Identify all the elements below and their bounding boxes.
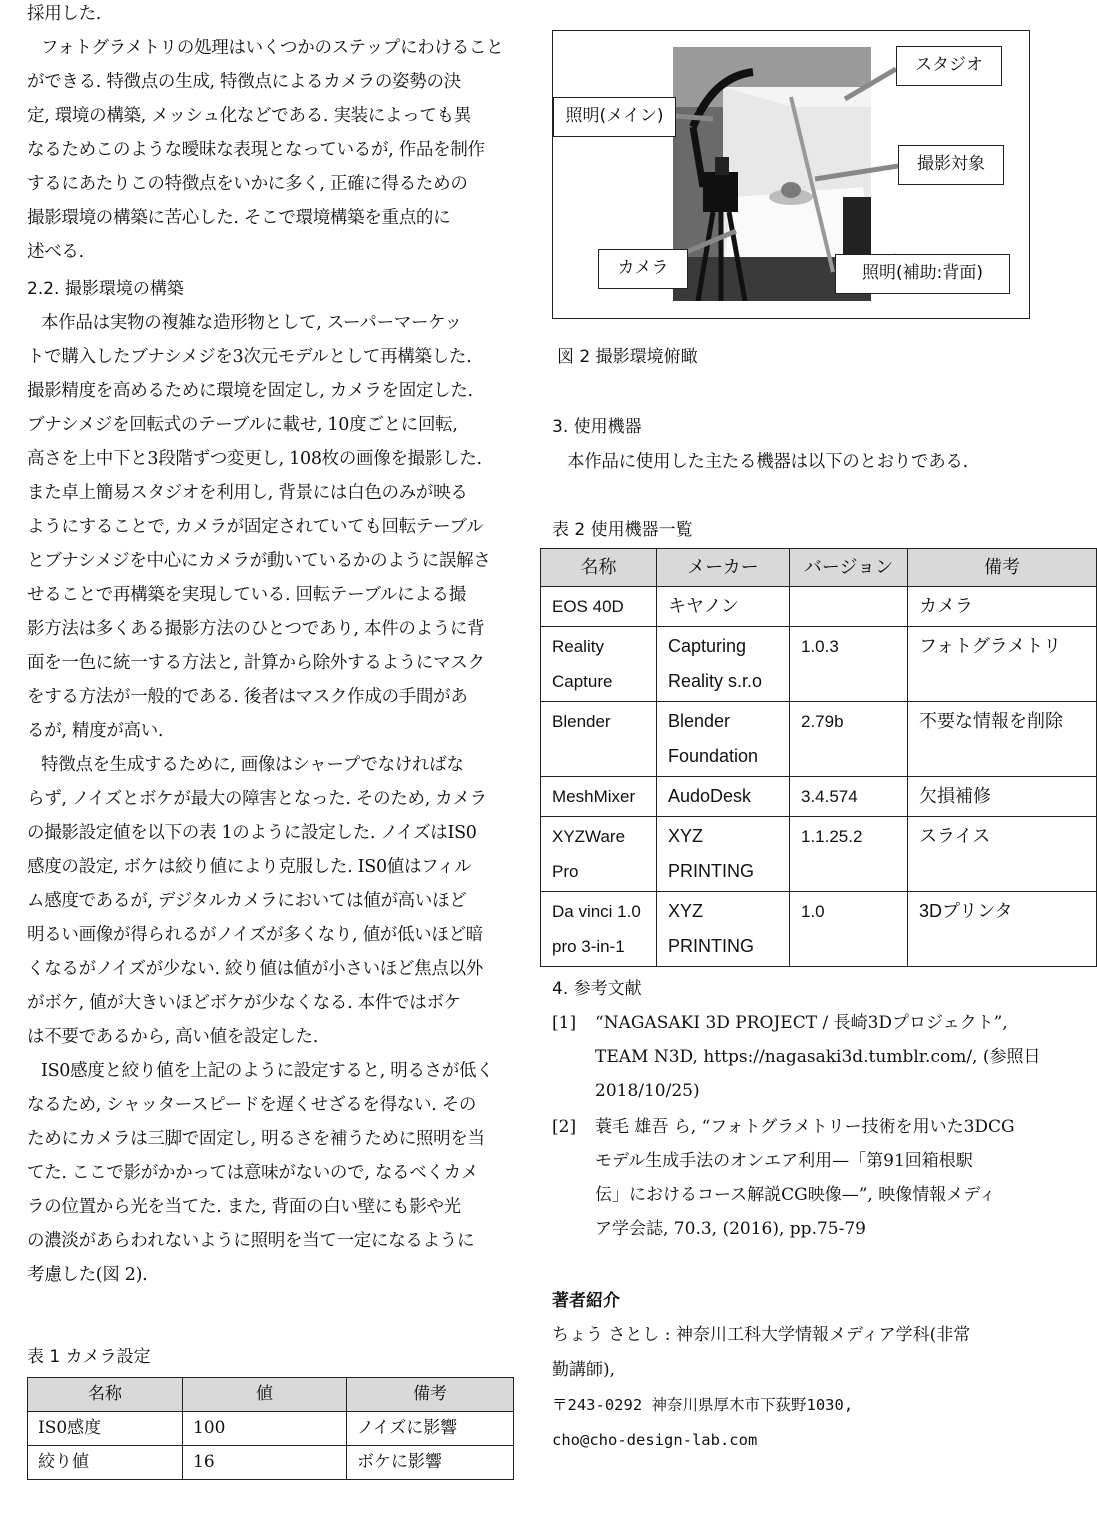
reference-item	[552, 1110, 1032, 1246]
table2-cell-line: Capturing	[668, 636, 747, 656]
table2-cell	[790, 587, 908, 627]
reference-line: 蓑毛 雄吾 ら, “フォトグラメトリー技術を用いた3DCG	[595, 1117, 1015, 1137]
text-line: せることで再構築を実現している. 回転テーブルによる撮	[27, 585, 466, 605]
table-row	[28, 1412, 514, 1446]
table2-cell-line: Pro	[552, 862, 579, 881]
table-row	[541, 702, 1097, 777]
author-line: 〒243-0292 神奈川県厚木市下荻野1030,	[552, 1396, 854, 1414]
table2-cell	[541, 777, 657, 817]
text-line: 高さを上中下と3段階ずつ変更し, 108枚の画像を撮影した.	[27, 449, 482, 469]
table2-cell-line: XYZWare	[552, 827, 626, 846]
paragraph-photogrammetry-steps	[27, 31, 503, 269]
paragraph-iso-aperture	[27, 1054, 493, 1292]
paragraph-intro-end	[27, 0, 101, 31]
section-3-text: 本作品に使用した主たる機器は以下のとおりである.	[567, 452, 968, 472]
section-heading-4: 4. 参考文献	[552, 979, 642, 999]
text-line: 述べる.	[27, 242, 84, 262]
reference-line: モデル生成手法のオンエア利用—「第91回箱根駅	[595, 1151, 973, 1171]
callout-subject: 撮影対象	[898, 145, 1004, 185]
text-line: また卓上簡易スタジオを利用し, 背景には白色のみが映る	[27, 483, 468, 503]
table2-cell-line: pro 3-in-1	[552, 937, 625, 956]
text-line: なるため, シャッタースピードを遅くせざるを得ない. その	[27, 1095, 477, 1115]
callout-camera: カメラ	[598, 249, 688, 289]
table1-header-value: 値	[183, 1378, 347, 1412]
table2-cell	[790, 777, 908, 817]
table2-cell	[908, 892, 1097, 967]
text-line: 撮影環境の構築に苦心した. そこで環境構築を重点的に	[27, 208, 451, 228]
table2-cell-line: MeshMixer	[552, 787, 636, 806]
text-line: 考慮した(図 2).	[27, 1265, 148, 1285]
table2-cell-line: Capture	[552, 672, 613, 691]
table1-cell: ノイズに影響	[347, 1412, 514, 1446]
author-email: cho@cho-design-lab.com	[552, 1431, 758, 1449]
text-line: くなるがノイズが少ない. 絞り値は値が小さいほど焦点以外	[27, 959, 483, 979]
text-line: ブナシメジを回転式のテーブルに載せ, 10度ごとに回転,	[27, 415, 458, 435]
table2-cell	[541, 817, 657, 892]
table2-cell-line: PRINTING	[668, 936, 755, 956]
reference-line: TEAM N3D, https://nagasaki3d.tumblr.com/, (参照日	[595, 1047, 1041, 1067]
table2-cell-line: 3.4.574	[801, 787, 858, 806]
table-row	[541, 817, 1097, 892]
text-line: 本作品は実物の複雑な造形物として, スーパーマーケッ	[41, 313, 462, 333]
text-line: IS0感度と絞り値を上記のように設定すると, 明るさが低く	[41, 1061, 494, 1081]
table2-cell	[541, 892, 657, 967]
reference-number: [1]	[552, 1013, 577, 1033]
text-line: ようにすることで, カメラが固定されていても回転テーブル	[27, 517, 484, 537]
table2-cell-line: キヤノン	[668, 596, 739, 616]
table2-cell	[908, 702, 1097, 777]
text-line: ためにカメラは三脚で固定し, 明るさを補うために照明を当	[27, 1129, 485, 1149]
table2-cell-line: 1.1.25.2	[801, 827, 863, 846]
callout-studio: スタジオ	[896, 46, 1002, 86]
table2-cell-line: XYZ	[668, 826, 704, 846]
table2-cell-line: 1.0	[801, 902, 825, 921]
table-row	[28, 1446, 514, 1480]
figure-2-caption: 図 2 撮影環境俯瞰	[557, 347, 698, 367]
table2-cell-line: Foundation	[668, 746, 759, 766]
table2-cell-line: 2.79b	[801, 712, 844, 731]
table1-header-name: 名称	[28, 1378, 183, 1412]
reference-number: [2]	[552, 1117, 577, 1137]
reference-item	[552, 1006, 1041, 1108]
table2-cell-line: フォトグラメトリ	[919, 636, 1062, 656]
text-line: るが, 精度が高い.	[27, 721, 164, 741]
text-line: 撮影精度を高めるために環境を固定し, カメラを固定した.	[27, 381, 473, 401]
table2-cell	[657, 587, 790, 627]
table2-caption: 表 2 使用機器一覧	[552, 520, 693, 540]
table-row	[541, 587, 1097, 627]
author-heading: 著者紹介	[552, 1291, 620, 1311]
author-info	[552, 1318, 970, 1458]
text-line: 採用した.	[27, 4, 102, 24]
figure-2-box	[552, 30, 1030, 319]
table2-cell-line: カメラ	[919, 596, 973, 616]
reference-list	[552, 1006, 1041, 1248]
table2-cell	[541, 702, 657, 777]
reference-line: 2018/10/25)	[595, 1081, 700, 1101]
table2-cell	[790, 817, 908, 892]
text-line: は不要であるから, 高い値を設定した.	[27, 1027, 318, 1047]
section-heading-2-2: 2.2. 撮影環境の構築	[27, 279, 184, 299]
table1-cell: 絞り値	[28, 1446, 183, 1480]
text-line: 定, 環境の構築, メッシュ化などである. 実装によっても異	[27, 106, 472, 126]
text-line: するにあたりこの特徴点をいかに多く, 正確に得るための	[27, 174, 468, 194]
table1-header-note: 備考	[347, 1378, 514, 1412]
text-line: らず, ノイズとボケが最大の障害となった. そのため, カメラ	[27, 789, 487, 809]
table2-cell-line: 1.0.3	[801, 637, 839, 656]
table2-cell-line: 不要な情報を削除	[919, 711, 1063, 731]
author-line: ちょう さとし : 神奈川工科大学情報メディア学科(非常	[552, 1325, 971, 1345]
table2-cell	[657, 892, 790, 967]
camera-settings-table	[27, 1377, 514, 1480]
table2-cell	[657, 702, 790, 777]
paragraph-feature-points	[27, 748, 487, 1054]
text-line: ができる. 特徴点の生成, 特徴点によるカメラの姿勢の決	[27, 72, 461, 92]
text-line: 影方法は多くある撮影方法のひとつであり, 本件のように背	[27, 619, 485, 639]
table2-cell-line: EOS 40D	[552, 597, 624, 616]
table2-header-name: 名称	[541, 549, 657, 587]
table2-cell-line: Blender	[552, 712, 611, 731]
text-line: をする方法が一般的である. 後者はマスク作成の手間があ	[27, 687, 468, 707]
table2-cell	[908, 817, 1097, 892]
text-line: 特徴点を生成するために, 画像はシャープでなければな	[41, 755, 464, 775]
table1-cell: IS0感度	[28, 1412, 183, 1446]
table2-cell-line: Blender	[668, 711, 731, 731]
text-line: がボケ, 値が大きいほどボケが少なくなる. 本件ではボケ	[27, 993, 461, 1013]
table2-cell-line: 3Dプリンタ	[919, 901, 1013, 921]
text-line: てた. ここで影がかかっては意味がないので, なるべくカメ	[27, 1163, 479, 1183]
equipment-table	[540, 548, 1097, 967]
callout-main-light: 照明(メイン)	[553, 97, 676, 137]
reference-line: “NAGASAKI 3D PROJECT / 長崎3Dプロジェクト”,	[595, 1013, 1008, 1033]
table2-cell	[790, 892, 908, 967]
table2-cell	[908, 777, 1097, 817]
table2-cell-line: AudoDesk	[668, 786, 752, 806]
table1-cell: ボケに影響	[347, 1446, 514, 1480]
table2-cell	[541, 627, 657, 702]
table2-cell-line: Da vinci 1.0	[552, 902, 641, 921]
reference-line: ア学会誌, 70.3, (2016), pp.75-79	[595, 1219, 866, 1239]
text-line: の撮影設定値を以下の表 1のように設定した. ノイズはIS0	[27, 823, 477, 843]
table1-cell: 100	[183, 1412, 347, 1446]
table2-cell-line: XYZ	[668, 901, 704, 921]
text-line: の濃淡があらわれないように照明を当て一定になるように	[27, 1231, 475, 1251]
author-line: 勤講師),	[552, 1360, 616, 1380]
table2-cell-line: 欠損補修	[919, 786, 991, 806]
table2-header-version: バージョン	[790, 549, 908, 587]
text-line: フォトグラメトリの処理はいくつかのステップにわけること	[41, 38, 504, 58]
table2-header-maker: メーカー	[657, 549, 790, 587]
table2-cell-line: PRINTING	[668, 861, 755, 881]
table2-cell	[657, 627, 790, 702]
table1-caption: 表 1 カメラ設定	[27, 1347, 151, 1367]
table2-header-note: 備考	[908, 549, 1097, 587]
text-line: ラの位置から光を当てた. また, 背面の白い壁にも影や光	[27, 1197, 461, 1217]
text-line: ム感度であるが, デジタルカメラにおいては値が高いほど	[27, 891, 467, 911]
table2-cell	[541, 587, 657, 627]
table-row	[541, 892, 1097, 967]
callout-back-light: 照明(補助:背面)	[835, 254, 1010, 294]
text-line: トで購入したブナシメジを3次元モデルとして再構築した.	[27, 347, 472, 367]
table2-cell-line: Reality	[552, 637, 604, 656]
table2-cell-line: Reality s.r.o	[668, 671, 763, 691]
table2-cell	[908, 587, 1097, 627]
text-line: とブナシメジを中心にカメラが動いているかのように誤解さ	[27, 551, 491, 571]
reference-line: 伝」におけるコース解説CG映像—”, 映像情報メディ	[595, 1185, 996, 1205]
text-line: なるためこのような曖昧な表現となっているが, 作品を制作	[27, 140, 485, 160]
table2-cell	[790, 627, 908, 702]
table2-cell	[657, 817, 790, 892]
table2-cell	[908, 627, 1097, 702]
table1-cell: 16	[183, 1446, 347, 1480]
table2-cell	[657, 777, 790, 817]
paragraph-shooting-environment	[27, 306, 491, 748]
text-line: 明るい画像が得られるがノイズが多くなり, 値が低いほど暗	[27, 925, 483, 945]
table2-cell-line: スライス	[919, 826, 991, 846]
text-line: 感度の設定, ボケは絞り値により克服した. IS0値はフィル	[27, 857, 472, 877]
table2-cell	[790, 702, 908, 777]
section-heading-3: 3. 使用機器	[552, 417, 642, 437]
table-row	[541, 627, 1097, 702]
reference-text	[595, 1006, 1041, 1108]
table-row	[541, 777, 1097, 817]
reference-text	[595, 1110, 1015, 1246]
text-line: 面を一色に統一する方法と, 計算から除外するようにマスク	[27, 653, 485, 673]
